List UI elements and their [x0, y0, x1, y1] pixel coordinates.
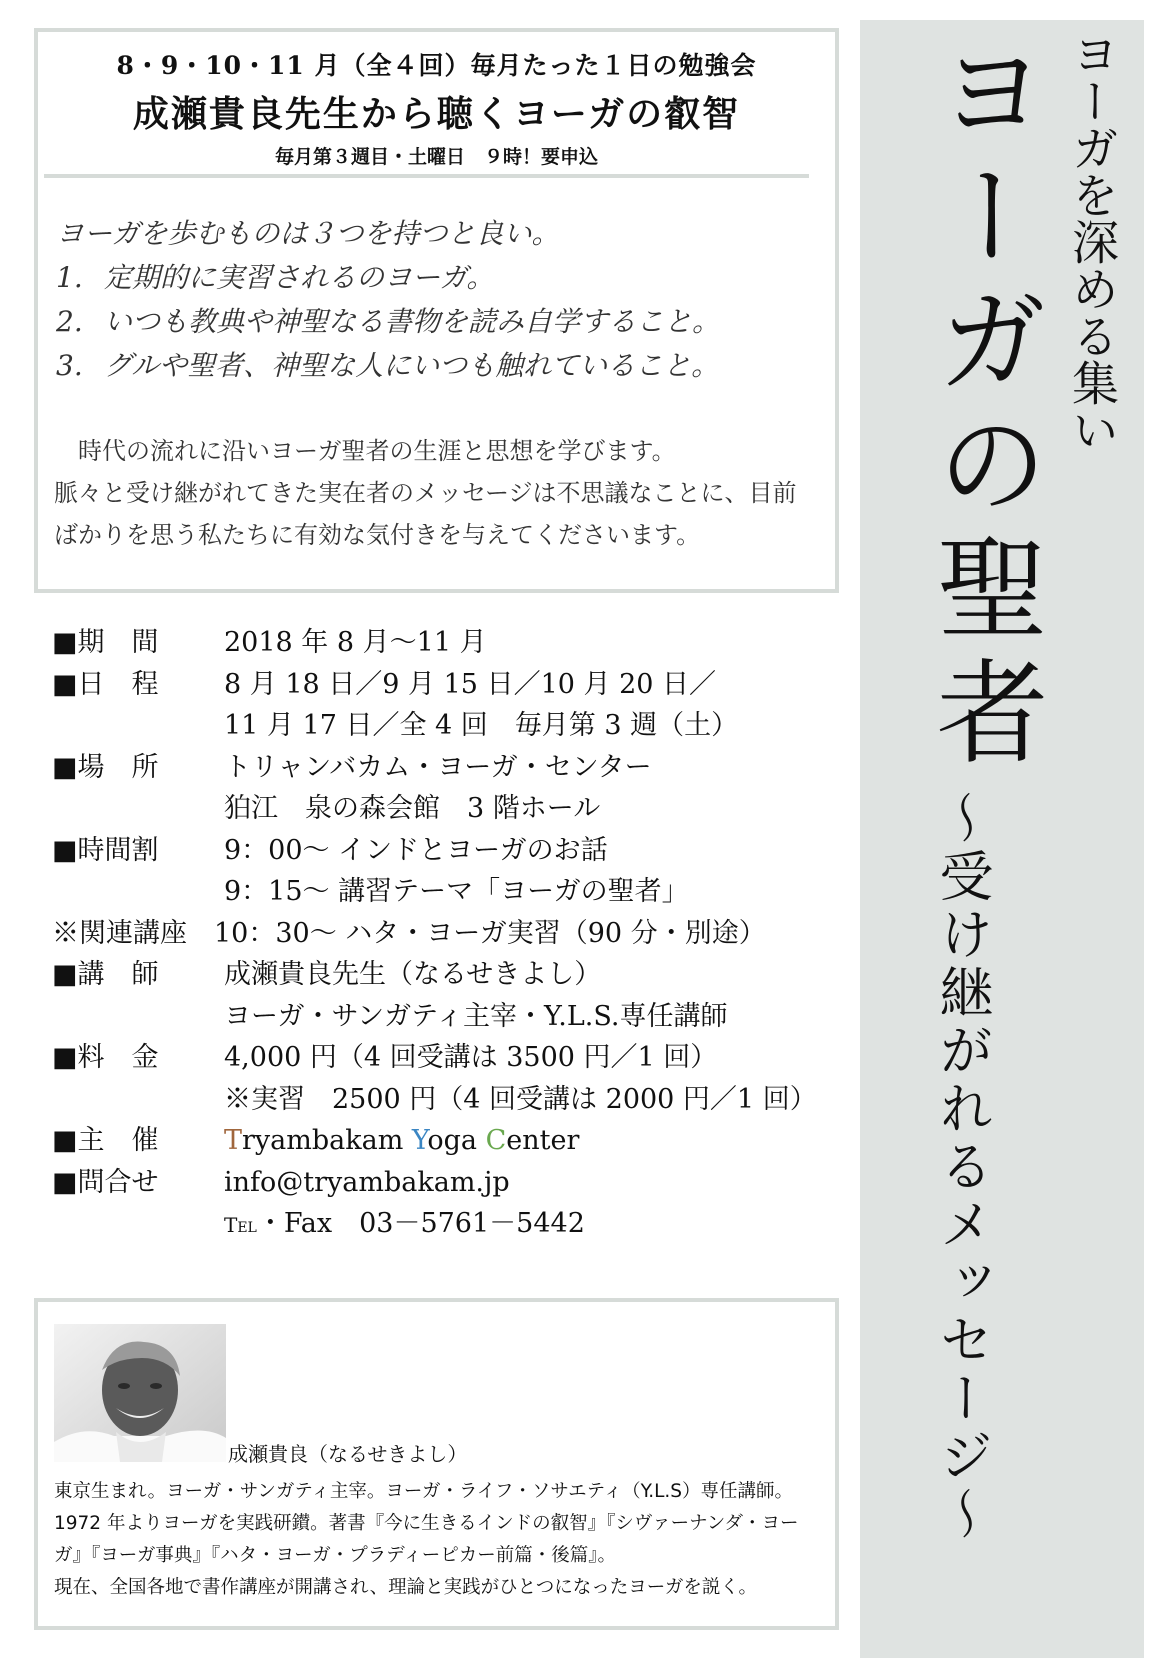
host-initial-t: T	[224, 1125, 243, 1156]
teacher-name: 成瀬貴良（なるせきよし）	[228, 1442, 468, 1466]
host-name	[224, 1120, 579, 1162]
bio-line: 1972 年よりヨーガを実践研鑚。著書『今に生きるインドの叡智』『シヴァーナンダ・ヨー	[54, 1513, 799, 1534]
teacher-bio	[54, 1476, 799, 1604]
detail-value: 8 月 18 日／9 月 15 日／10 月 20 日／	[224, 668, 717, 700]
detail-value: 10：30～ ハタ・ヨーガ実習（90 分・別途）	[214, 917, 766, 949]
bio-line: 東京生まれ。ヨーガ・サンガティ主宰。ヨーガ・ライフ・ソサエティ（Y.L.S）専任講師。	[54, 1481, 794, 1502]
detail-value: トリャンバカム・ヨーガ・センター	[224, 751, 652, 783]
contact-phone	[224, 1203, 585, 1247]
tel-label: Tel	[224, 1213, 257, 1237]
item-text: いつも教典や神聖なる書物を読み自学すること。	[104, 305, 721, 338]
detail-label: ■講 師	[52, 959, 159, 990]
host-text: ryambakam	[242, 1125, 412, 1156]
detail-value: 11 月 17 日／全 4 回 毎月第 3 週（土）	[224, 710, 739, 741]
host-text: enter	[506, 1125, 580, 1156]
divider	[44, 174, 809, 178]
bio-line: ガ』『ヨーガ事典』『ハタ・ヨーガ・プラディーピカー前篇・後篇』。	[54, 1545, 617, 1566]
detail-label: ■問合せ	[52, 1166, 159, 1198]
header-subtitle: 毎月第３週目・土曜日 ９時！要申込	[274, 146, 598, 168]
profile-panel	[34, 1298, 839, 1630]
bio-line: 現在、全国各地で書作講座が開講され、理論と実践がひとつになったヨーガを説く。	[54, 1577, 758, 1598]
item-text: グルや聖者、神聖な人にいつも触れていること。	[104, 349, 720, 382]
detail-value: 9：00～ インドとヨーガのお話	[224, 834, 608, 866]
sidebar-title: ヨーガの聖者	[918, 34, 1048, 778]
item-number: 3.	[56, 349, 83, 382]
intro-item	[56, 256, 720, 300]
host-text: oga	[427, 1125, 486, 1156]
detail-label: ■期 間	[52, 627, 159, 658]
detail-value: 狛江 泉の森会館 3 階ホール	[224, 793, 601, 824]
host-initial-y: Y	[411, 1125, 428, 1156]
detail-label: ■場 所	[52, 751, 159, 783]
description-line: 時代の流れに沿いヨーガ聖者の生涯と思想を学びます。	[78, 437, 676, 465]
detail-label: ■主 催	[52, 1125, 159, 1156]
item-number: 1.	[56, 261, 83, 294]
intro-item	[56, 300, 720, 344]
header-line: 8・9・10・11 月（全４回）毎月たった１日の勉強会	[116, 51, 757, 80]
contact-email[interactable]: info@tryambakam.jp	[224, 1166, 510, 1198]
description-line: ばかりを思う私たちに有効な気付きを与えてくださいます。	[54, 521, 701, 549]
intro-panel	[34, 28, 839, 593]
detail-value: 4,000 円（4 回受講は 3500 円／1 回）	[224, 1042, 718, 1073]
description	[54, 430, 797, 556]
detail-value: 2018 年 8 月～11 月	[224, 627, 487, 658]
detail-label: ※関連講座	[52, 917, 187, 949]
title-sidebar	[860, 20, 1144, 1658]
item-text: 定期的に実習されるのヨーガ。	[104, 261, 495, 294]
intro-item	[56, 344, 720, 388]
detail-label: ■料 金	[52, 1042, 159, 1073]
host-initial-c: C	[485, 1125, 507, 1156]
item-number: 2.	[56, 305, 83, 338]
detail-value: ヨーガ・サンガティ主宰・Y.L.S.専任講師	[224, 1000, 728, 1032]
header-title: 成瀬貴良先生から聴くヨーガの叡智	[132, 93, 741, 135]
detail-value: 成瀬貴良先生（なるせきよし）	[224, 959, 602, 990]
sidebar-tagline: ヨーガを深める集い	[1064, 30, 1119, 453]
intro-list	[56, 212, 720, 388]
sidebar-subtitle: ～受け継がれるメッセージ～	[931, 790, 994, 1544]
description-line: 脈々と受け継がれてきた実在者のメッセージは不思議なことに、目前	[54, 479, 797, 507]
detail-value: ※実習 2500 円（4 回受講は 2000 円／1 回）	[224, 1083, 817, 1115]
teacher-photo	[54, 1324, 226, 1462]
fax-phone: ・Fax 03－5761－5442	[256, 1208, 585, 1239]
detail-label: ■時間割	[52, 834, 159, 866]
intro-lead: ヨーガを歩むものは３つを持つと良い。	[56, 217, 560, 250]
detail-value: 9：15～ 講習テーマ「ヨーガの聖者」	[224, 876, 689, 907]
detail-label: ■日 程	[52, 668, 159, 700]
